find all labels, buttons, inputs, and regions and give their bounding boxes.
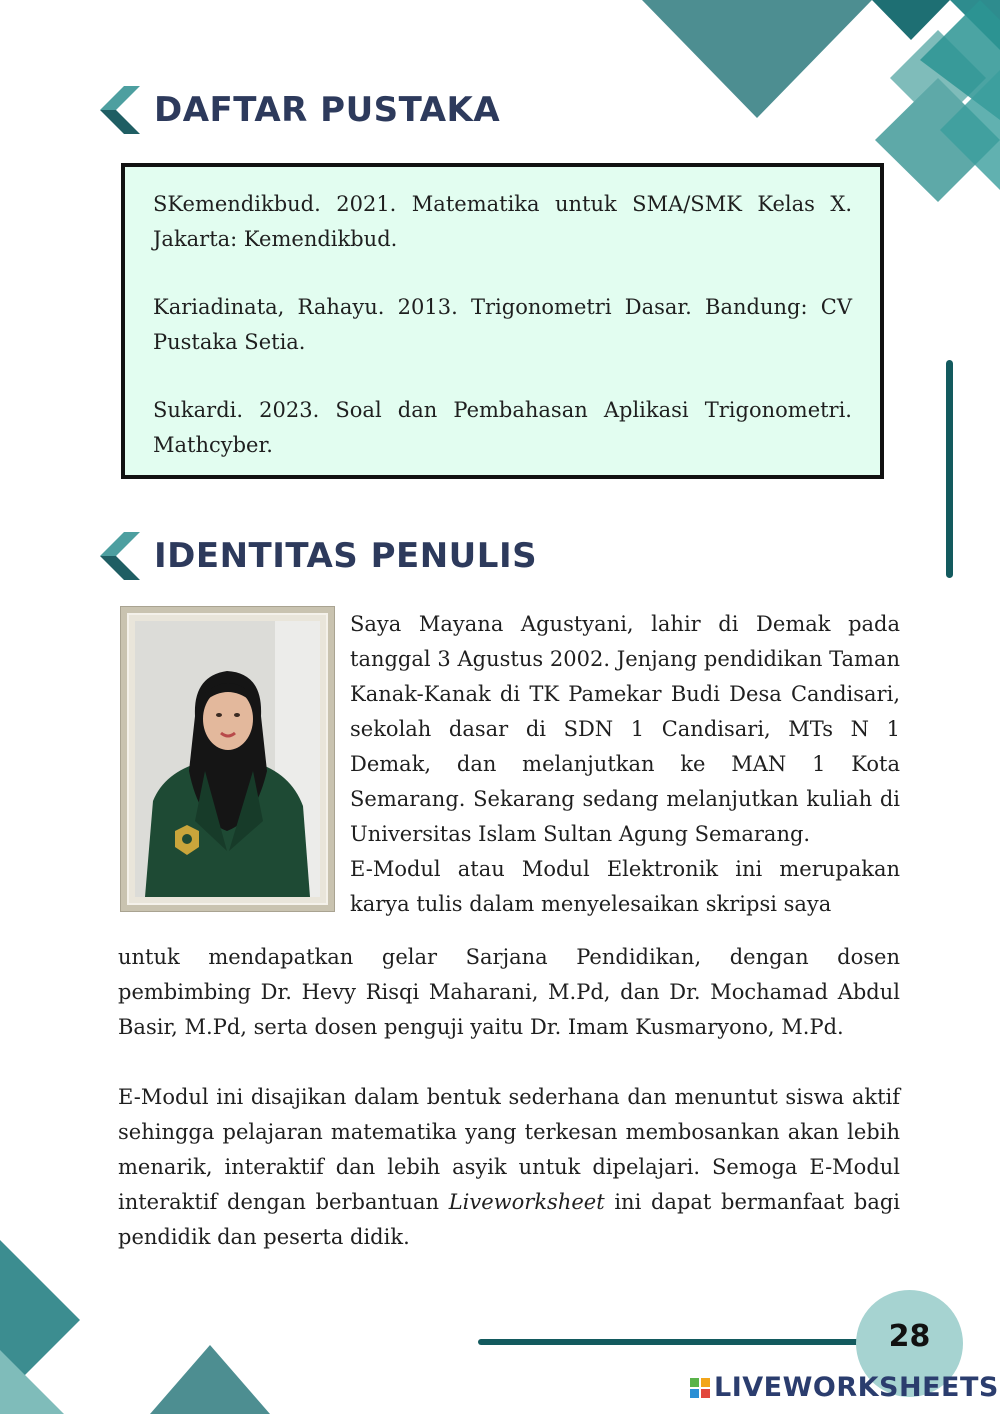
chevron-left-icon <box>100 532 144 580</box>
bio-paragraph: untuk mendapatkan gelar Sarjana Pendidikan, dengan dosen pembimbing Dr. Hevy Risqi Maharani, M.Pd, dan Dr. Mochamad Abdul Basir, M.Pd, serta dosen penguji yaitu Dr. Imam Kusmaryono, M.Pd. <box>118 945 900 1039</box>
side-accent-line <box>946 360 953 578</box>
bio-paragraph: E-Modul atau Modul Elektronik ini merupakan karya tulis dalam menyelesaikan skripsi saya <box>350 857 900 916</box>
closing-paragraph <box>118 1080 900 1255</box>
logo-square-l <box>690 1378 699 1387</box>
logo-square-v <box>690 1389 699 1398</box>
bio-paragraph: Saya Mayana Agustyani, lahir di Demak pada tanggal 3 Agustus 2002. Jenjang pendidikan Taman Kanak-Kanak di TK Pamekar Budi Desa Candisari, sekolah dasar di SDN 1 Candisari, MTs N 1 Demak, dan melanjutkan ke MAN 1 Kota Semarang. Sekarang sedang melanjutkan kuliah di Universitas Islam Sultan Agung Semarang. <box>350 612 900 846</box>
page-number: 28 <box>856 1290 963 1397</box>
closing-text-before: E-Modul ini disajikan dalam bentuk sederhana dan menuntut siswa aktif sehingga pelajaran matematika yang terkesan membosankan akan lebih menarik, interaktif dan lebih asyik untuk dipelajari. Semoga E-Modul interaktif dengan berbantuan <box>118 1085 900 1214</box>
references-box <box>121 163 884 479</box>
author-photo <box>121 607 334 911</box>
closing-text-italic: Liveworksheet <box>448 1190 605 1214</box>
author-title: IDENTITAS PENULIS <box>154 536 538 576</box>
chevron-left-icon <box>100 86 144 134</box>
reference-item: Sukardi. 2023. Soal dan Pembahasan Aplikasi Trigonometri. Mathcyber. <box>153 398 852 457</box>
liveworksheets-logo-icon <box>690 1378 710 1398</box>
logo-square-e <box>701 1389 710 1398</box>
references-title: DAFTAR PUSTAKA <box>154 90 501 130</box>
reference-item: Kariadinata, Rahayu. 2013. Trigonometri Dasar. Bandung: CV Pustaka Setia. <box>153 295 852 354</box>
liveworksheets-brand[interactable] <box>690 1372 999 1403</box>
reference-item: SKemendikbud. 2021. Matematika untuk SMA/SMK Kelas X. Jakarta: Kemendikbud. <box>153 192 852 251</box>
brand-name: LIVEWORKSHEETS <box>714 1372 999 1403</box>
logo-square-i <box>701 1378 710 1387</box>
author-bio-main <box>118 940 900 1255</box>
author-heading <box>100 532 537 580</box>
author-bio-side <box>350 607 900 922</box>
closing-text-after: ini dapat bermanfaat bagi pendidik dan peserta didik. <box>118 1190 900 1249</box>
references-heading <box>100 86 500 134</box>
footer-line <box>478 1339 868 1345</box>
decorative-shapes-bottom-left <box>0 1230 300 1414</box>
author-portrait-image <box>135 621 320 897</box>
